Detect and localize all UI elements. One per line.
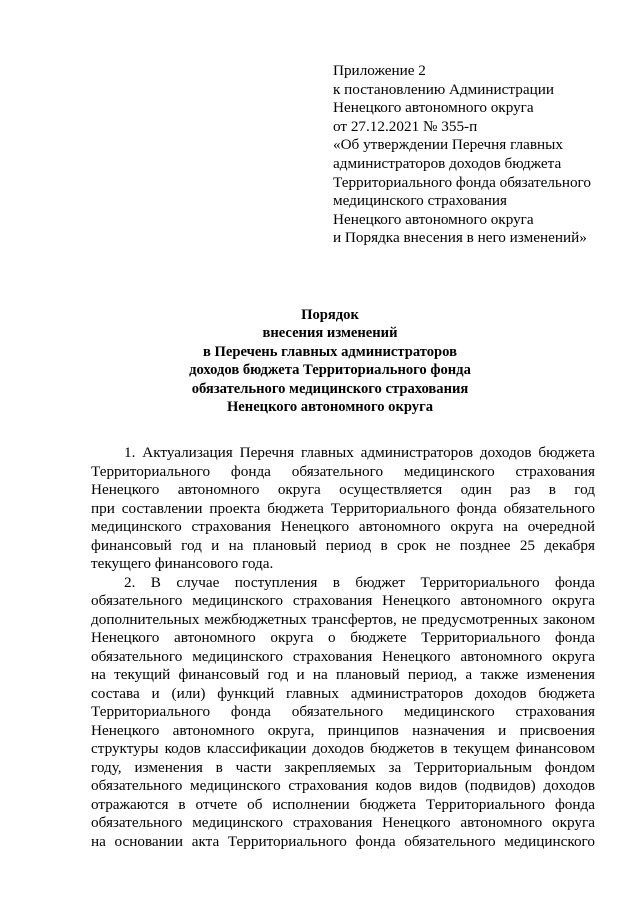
body-line: состава и (или) функций главных администраторов доходов бюджета xyxy=(91,684,595,702)
title-line: доходов бюджета Территориального фонда xyxy=(189,362,471,379)
appendix-line: медицинского страхования xyxy=(333,192,508,210)
appendix-line: Ненецкого автономного округа xyxy=(333,210,534,228)
title-line: Ненецкого автономного округа xyxy=(226,399,434,416)
paragraph-2 xyxy=(91,574,595,852)
body-line: обязательного медицинского страхования Ненецкого автономного округа xyxy=(91,592,595,609)
document-title xyxy=(80,306,580,416)
appendix-line: Ненецкого автономного округа xyxy=(333,99,534,117)
appendix-line: к постановлению Администрации xyxy=(333,80,554,98)
body-line: обязательного медицинского страхования Ненецкого автономного округа xyxy=(91,647,595,665)
body-line: году, изменения в части закрепляемых за Территориальным фондом xyxy=(91,758,595,776)
appendix-line: администраторов доходов бюджета xyxy=(333,154,562,172)
appendix-line: от 27.12.2021 № 355-п xyxy=(333,117,478,135)
body-line: Территориального фонда обязательного медицинского страхования xyxy=(91,462,595,480)
appendix-line: Приложение 2 xyxy=(333,62,426,79)
appendix-line: Территориального фонда обязательного xyxy=(333,173,592,191)
body-line: на основании акта Территориального фонда обязательного медицинского xyxy=(91,832,595,850)
body-line: на текущий финансовый год и на плановый период, а также изменения xyxy=(91,666,595,683)
appendix-header xyxy=(333,62,623,248)
body-line: структуры кодов классификации доходов бюджетов в текущем финансовом xyxy=(91,740,595,757)
appendix-line: и Порядка внесения в него изменений» xyxy=(333,229,587,247)
title-line: внесения изменений xyxy=(262,325,398,342)
document-body xyxy=(91,444,595,851)
body-line: финансовый год и на плановый период в срок не позднее 25 декабря xyxy=(91,536,595,554)
body-line: текущего финансового года. xyxy=(91,555,274,572)
body-line: Ненецкого автономного округа, принципов назначения и присвоения xyxy=(91,721,595,739)
body-line: Ненецкого автономного округа осуществляется один раз в год xyxy=(91,481,595,498)
appendix-line: «Об утверждении Перечня главных xyxy=(333,136,563,154)
body-line: Территориального фонда обязательного медицинского страхования xyxy=(91,703,595,720)
body-line: обязательного медицинского страхования Ненецкого автономного округа xyxy=(91,814,595,831)
paragraph-1 xyxy=(91,444,595,574)
body-line: дополнительных межбюджетных трансфертов, не предусмотренных законом xyxy=(91,610,595,628)
body-line: отражаются в отчете об исполнении бюджета Территориального фонда xyxy=(91,795,595,813)
body-line: обязательного медицинского страхования кодов видов (подвидов) доходов xyxy=(91,777,595,794)
body-line: 2. В случае поступления в бюджет Территориального фонда xyxy=(124,573,595,591)
title-line: Порядок xyxy=(301,307,359,323)
body-line: медицинского страхования Ненецкого автономного округа на очередной xyxy=(91,518,595,535)
title-line: в Перечень главных администраторов xyxy=(203,343,457,360)
body-line: 1. Актуализация Перечня главных администраторов доходов бюджета xyxy=(124,444,595,461)
title-line: обязательного медицинского страхования xyxy=(191,380,469,397)
body-line: при составлении проекта бюджета Территориального фонда обязательного xyxy=(91,499,595,517)
body-line: Ненецкого автономного округа о бюджете Территориального фонда xyxy=(91,629,595,646)
